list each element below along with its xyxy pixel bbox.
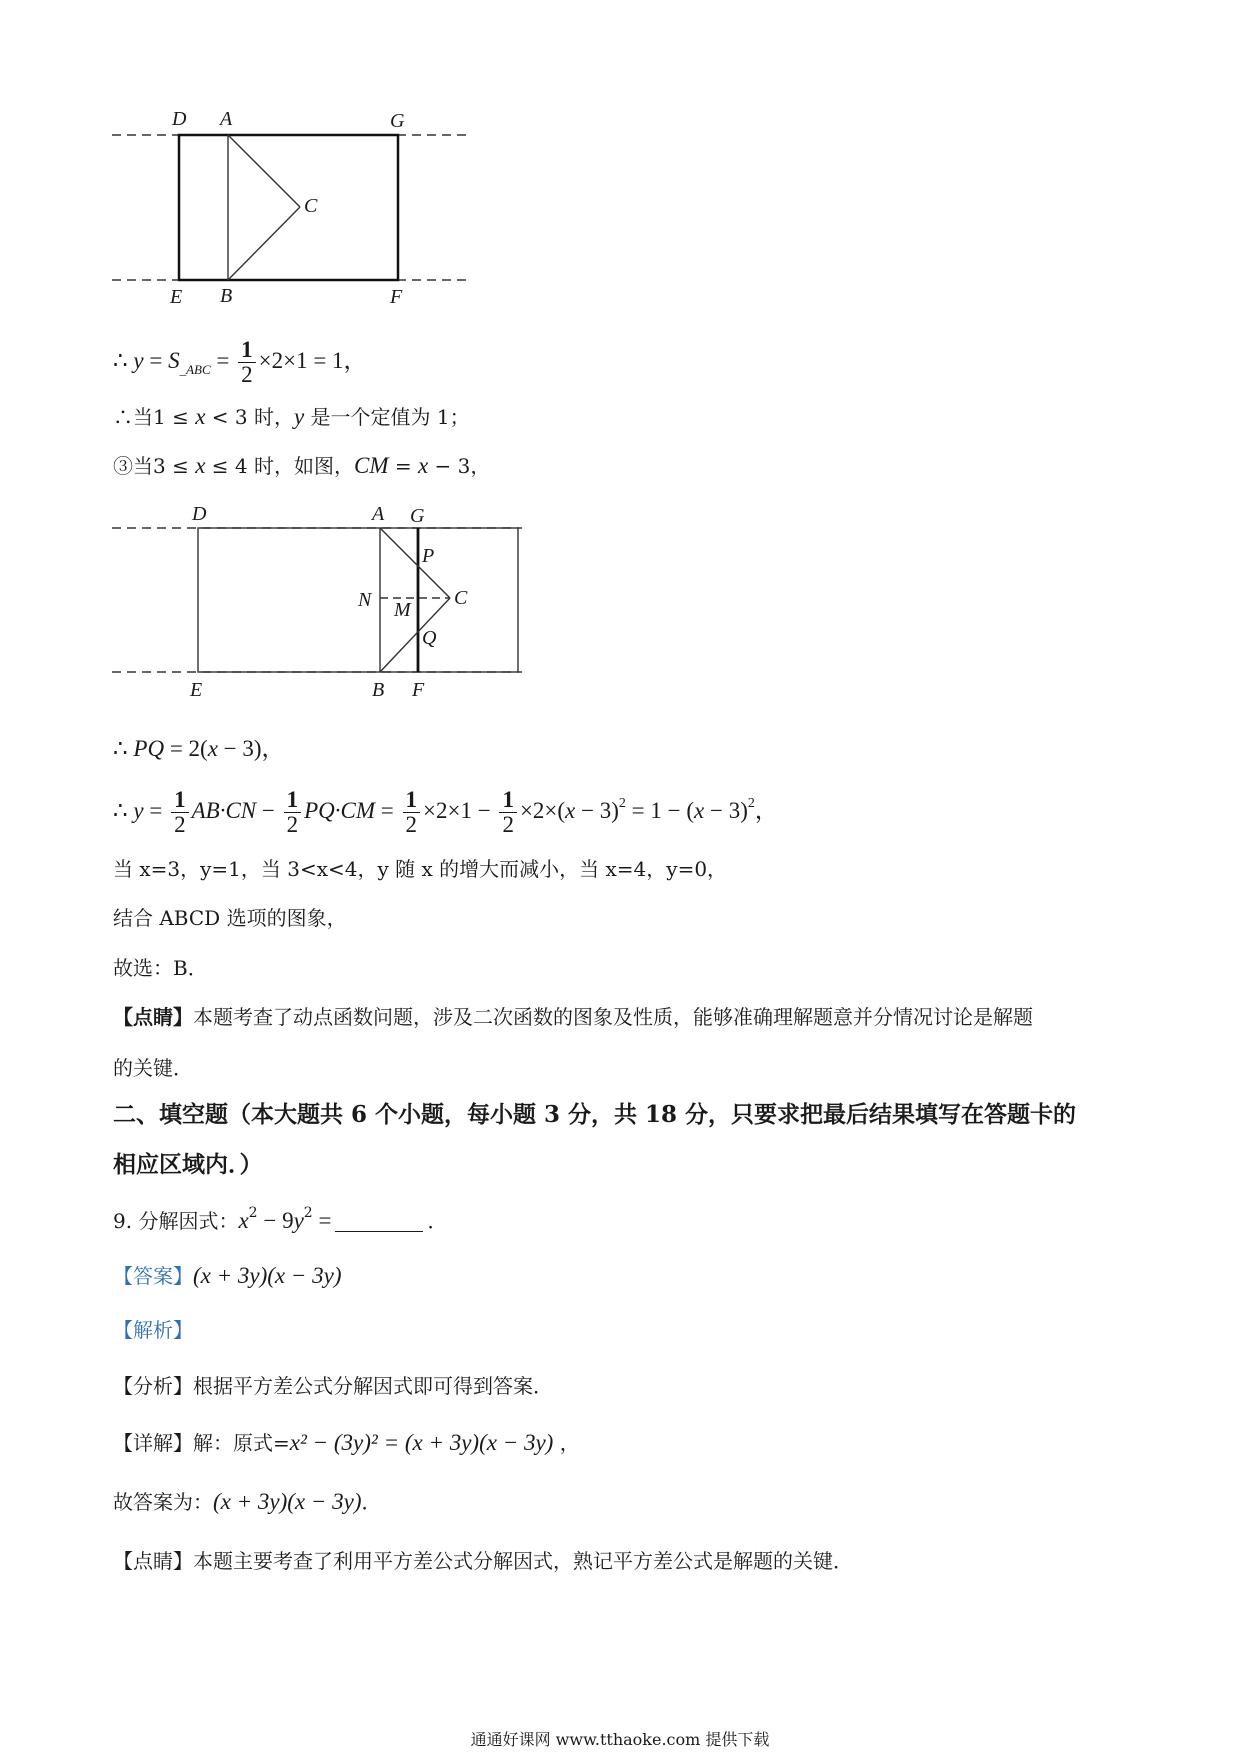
dianjing-note-1: 【点睛】本题考查了动点函数问题，涉及二次函数的图象及性质，能够准确理解题意并分情况讨论是解题 (113, 1005, 1033, 1029)
label-M: M (394, 599, 411, 621)
answer-blank (335, 1211, 423, 1232)
formula-y-case3: ∴ y = $\frac{1}{2}$ AB·CN − $\frac{1}{2}$ PQ·CM = $\frac{1}{2}$ ×2×1 − $\frac{1}{2}$ $\times 2\times(x - 3)^2 = 1 - (x - 3)^2$， (113, 787, 778, 838)
label-C: C (454, 587, 468, 609)
section-title: 二、填空题（本大题共 6 个小题，每小题 3 分，共 18 分，只要求把最后结果填写在答题卡的 (113, 1101, 1077, 1128)
answer-line (113, 1262, 342, 1290)
label-B: B (372, 679, 385, 701)
label-A: A (372, 503, 385, 525)
page-footer: 通通好课网 www.tthaoke.com 提供下载 (470, 1730, 770, 1749)
figure-2-rectangle (100, 500, 530, 710)
text-line-case3: ③当3 ≤ x ≤ 4 时，如图，CM = x − 3， (113, 453, 491, 478)
label-C: C (304, 195, 318, 217)
dianjing-note-2: 【点睛】本题主要考查了利用平方差公式分解因式，熟记平方差公式是解题的关键． (113, 1549, 853, 1573)
label-A: A (220, 108, 233, 130)
answer-value: (x + 3y)(x − 3y) (193, 1263, 342, 1288)
label-D: D (192, 503, 207, 525)
label-G: G (410, 505, 425, 527)
gudaan-line: 故答案为：(x + 3y)(x − 3y)． (113, 1489, 382, 1514)
analysis-tag: 【解析】 (113, 1318, 193, 1342)
label-Q: Q (422, 627, 437, 649)
label-G: G (390, 110, 405, 132)
formula-area-abc: ∴ $y = S_{\_ABC}$ = $\frac{1}{2}$ ×2×1 = 1， (113, 337, 367, 388)
dianjing-note-1-cont: 的关键． (113, 1056, 193, 1080)
label-N: N (358, 589, 372, 611)
label-F: F (390, 286, 403, 308)
text-line-monotonic: 当 x=3，y=1，当 3<x<4，y 随 x 的增大而减小，当 x=4，y=0， (113, 857, 728, 881)
text-line-constant: ∴当1 ≤ x < 3 时，y 是一个定值为 1； (113, 404, 470, 429)
figure-1-rectangle (100, 105, 480, 310)
fenxi-line: 【分析】根据平方差公式分解因式即可得到答案． (113, 1374, 553, 1398)
label-P: P (422, 545, 435, 567)
formula-pq: ∴ PQ = 2(x − 3)， (113, 736, 285, 761)
section-title-cont: 相应区域内．） (113, 1151, 263, 1178)
label-B: B (220, 285, 233, 307)
question-9: 9. 分解因式：$x^2 - 9y^2$ = ． (113, 1205, 448, 1233)
label-E: E (170, 286, 183, 308)
answer-tag: 【答案】 (113, 1264, 193, 1288)
text-line-choice: 故选：B． (113, 956, 208, 980)
label-D: D (172, 108, 187, 130)
fraction-half: $\frac{1}{2}$ (238, 338, 256, 387)
xiangjie-line: 【详解】解：原式=x² − (3y)² = (x + 3y)(x − 3y) ， (113, 1430, 580, 1455)
label-F: F (412, 679, 425, 701)
label-E: E (190, 679, 203, 701)
text-line-combine: 结合 ABCD 选项的图象， (113, 906, 347, 930)
